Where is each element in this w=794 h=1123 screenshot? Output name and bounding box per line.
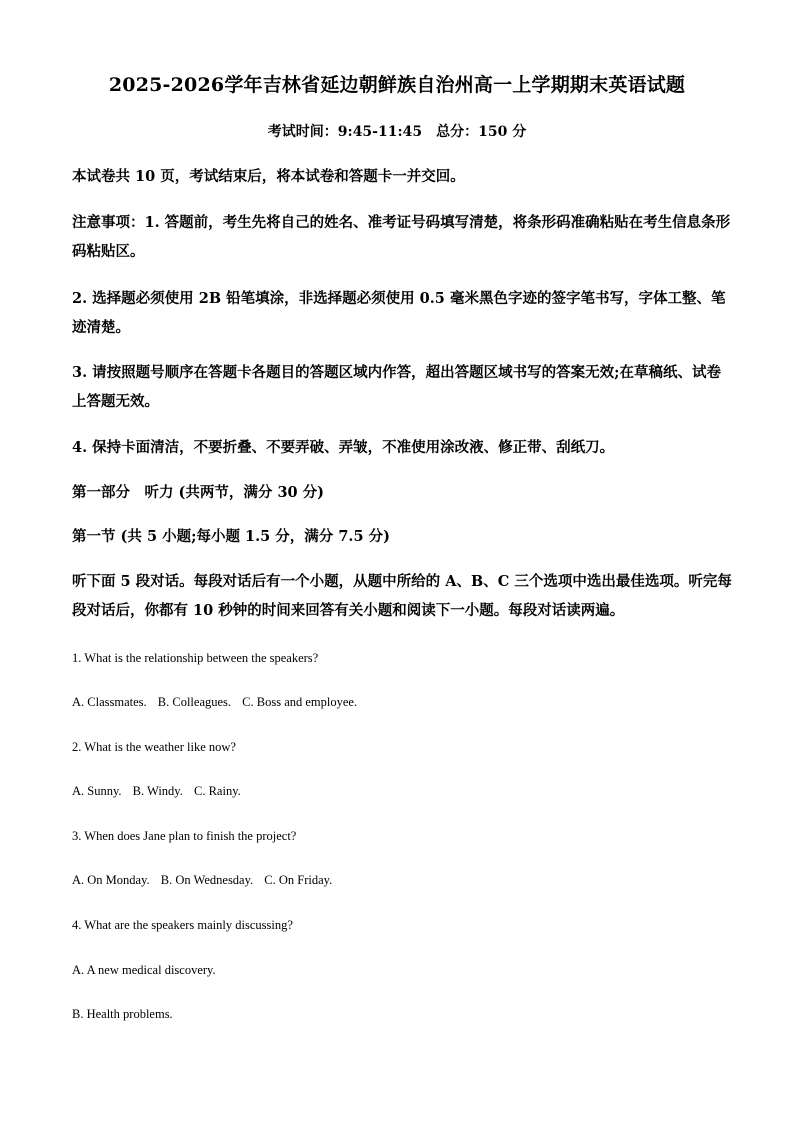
question-2-option-a: A. Sunny. <box>72 784 122 798</box>
question-1-option-b: B. Colleagues. <box>157 695 232 709</box>
note-1: 注意事项：1. 答题前，考生先将自己的姓名、准考证号码填写清楚，将条形码准确粘贴在考生信息条形码粘贴区。 <box>72 214 731 260</box>
question-3-option-a: A. On Monday. <box>72 873 150 887</box>
section-heading: 第一节 (共 5 小题;每小题 1.5 分，满分 7.5 分) <box>72 528 390 545</box>
listening-directions: 听下面 5 段对话。每段对话后有一个小题，从题中所给的 A、B、C 三个选项中选出最佳选项。听完每段对话后，你都有 10 秒钟的时间来回答有关小题和阅读下一小题。每段对话读两遍。 <box>72 573 732 619</box>
question-1-option-c: C. Boss and employee. <box>242 695 358 709</box>
question-2-option-c: C. Rainy. <box>194 784 241 798</box>
question-4-stem: 4. What are the speakers mainly discussing? <box>72 918 293 932</box>
question-1-option-a: A. Classmates. <box>72 695 147 709</box>
question-1-options <box>72 694 734 710</box>
question-4-option-b: B. Health problems. <box>72 1007 173 1021</box>
question-2-stem: 2. What is the weather like now? <box>72 740 236 754</box>
question-3-stem: 3. When does Jane plan to finish the project? <box>72 829 297 843</box>
question-3-option-c: C. On Friday. <box>264 873 333 887</box>
note-2: 2. 选择题必须使用 2B 铅笔填涂，非选择题必须使用 0.5 毫米黑色字迹的签字笔书写，字体工整、笔迹清楚。 <box>72 290 726 336</box>
exam-time-and-score: 考试时间：9:45-11:45 总分：150 分 <box>267 124 527 140</box>
part-heading: 第一部分 听力 (共两节，满分 30 分) <box>72 484 325 501</box>
question-2-option-b: B. Windy. <box>132 784 183 798</box>
question-3-options <box>72 872 734 888</box>
page-title: 2025-2026学年吉林省延边朝鲜族自治州高一上学期期末英语试题 <box>108 74 686 96</box>
question-1-stem: 1. What is the relationship between the speakers? <box>72 651 319 665</box>
note-4: 4. 保持卡面清洁，不要折叠、不要弄破、弄皱，不准使用涂改液、修正带、刮纸刀。 <box>72 439 615 456</box>
note-3: 3. 请按照题号顺序在答题卡各题目的答题区域内作答，超出答题区域书写的答案无效;在草稿纸、试卷上答题无效。 <box>72 364 722 410</box>
intro-paragraph: 本试卷共 10 页，考试结束后，将本试卷和答题卡一并交回。 <box>72 168 465 185</box>
question-4-option-a: A. A new medical discovery. <box>72 963 216 977</box>
question-2-options <box>72 783 734 799</box>
question-3-option-b: B. On Wednesday. <box>160 873 254 887</box>
